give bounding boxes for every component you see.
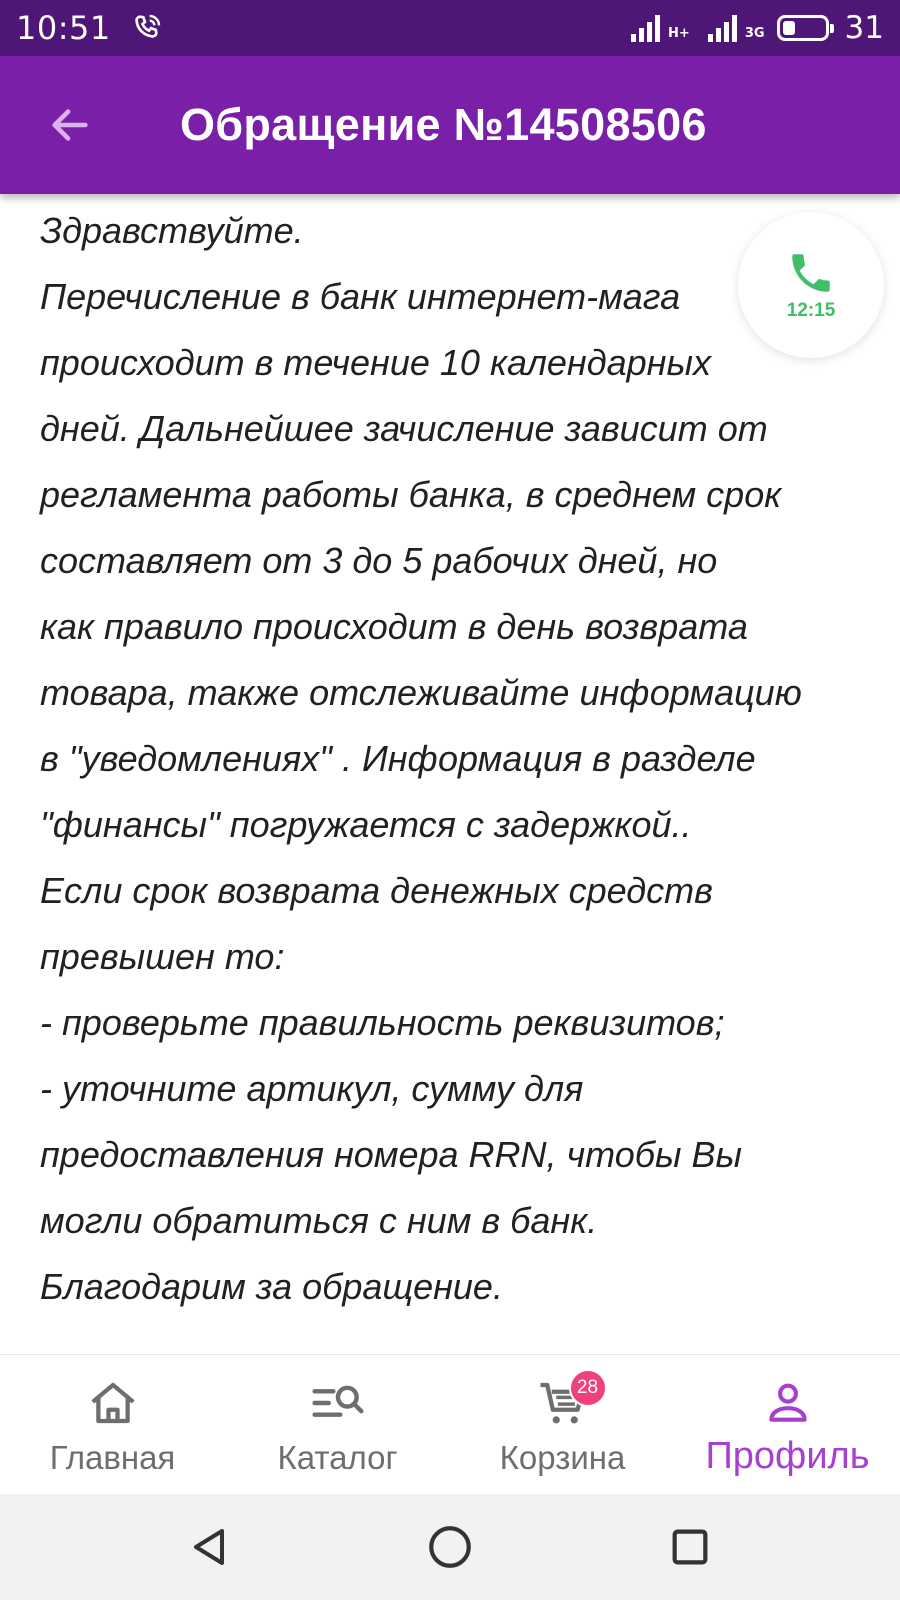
message-line: регламента работы банка, в среднем срок xyxy=(40,474,782,515)
catalog-search-icon xyxy=(310,1375,366,1431)
message-line: могли обратиться с ним в банк. xyxy=(40,1200,598,1241)
triangle-back-icon xyxy=(186,1523,234,1571)
system-back-button[interactable] xyxy=(180,1517,240,1577)
message-line: "финансы" погружается с задержкой.. xyxy=(40,804,692,845)
message-line: составляет от 3 до 5 рабочих дней, но xyxy=(40,540,718,581)
back-button[interactable] xyxy=(0,56,140,194)
nav-item-catalog[interactable] xyxy=(225,1355,450,1494)
arrow-left-icon xyxy=(47,102,93,148)
signal-strength-2-icon xyxy=(708,14,737,42)
nav-label-cart: Корзина xyxy=(499,1439,626,1476)
network-type-label: H+ xyxy=(668,25,690,41)
message-line: предоставления номера RRN, чтобы Вы xyxy=(40,1134,743,1175)
battery-icon xyxy=(777,15,829,41)
message-line: - уточните артикул, сумму для xyxy=(40,1068,584,1109)
message-line: Если срок возврата денежных средств xyxy=(40,870,713,911)
page-title: Обращение №14508506 xyxy=(180,99,707,150)
battery-level: 31 xyxy=(844,10,884,46)
call-time-label: 12:15 xyxy=(786,300,836,321)
message-line: дней. Дальнейшее зачисление зависит от xyxy=(40,408,768,449)
message-body xyxy=(0,194,900,1320)
nav-item-profile[interactable] xyxy=(675,1355,900,1494)
message-line: происходит в течение 10 календарных xyxy=(40,342,711,383)
circle-home-icon xyxy=(425,1522,475,1572)
nav-label-home: Главная xyxy=(49,1439,176,1476)
nav-item-home[interactable] xyxy=(0,1355,225,1494)
system-navigation-bar xyxy=(0,1494,900,1600)
profile-icon xyxy=(760,1375,816,1431)
message-line: как правило происходит в день возврата xyxy=(40,606,748,647)
cart-icon xyxy=(535,1375,599,1431)
message-line: превышен то: xyxy=(40,936,285,977)
square-recents-icon xyxy=(667,1524,713,1570)
message-line: Благодарим за обращение. xyxy=(40,1266,503,1307)
message-line: Перечисление в банк интернет-мага xyxy=(40,276,681,317)
nav-label-profile: Профиль xyxy=(705,1435,870,1477)
message-scroll-area[interactable] xyxy=(0,194,900,1354)
nav-item-cart[interactable] xyxy=(450,1355,675,1494)
nav-label-catalog: Каталог xyxy=(277,1439,398,1476)
app-bar xyxy=(0,56,900,194)
message-line: - проверьте правильность реквизитов; xyxy=(40,1002,725,1043)
status-bar xyxy=(0,0,900,56)
status-time: 10:51 xyxy=(16,9,111,47)
signal-strength-1-icon xyxy=(631,14,660,42)
message-line: Здравствуйте. xyxy=(40,210,304,251)
system-recents-button[interactable] xyxy=(660,1517,720,1577)
message-line: в "уведомлениях" . Информация в разделе xyxy=(40,738,756,779)
system-home-button[interactable] xyxy=(420,1517,480,1577)
bottom-navigation xyxy=(0,1354,900,1494)
message-line: товара, также отслеживайте информацию xyxy=(40,672,802,713)
phone-icon xyxy=(786,248,836,298)
phone-call-status-icon xyxy=(131,12,163,44)
call-button[interactable] xyxy=(738,212,884,358)
network-type-label-2: 3G xyxy=(744,25,765,41)
cart-count-badge: 28 xyxy=(569,1369,607,1407)
home-icon xyxy=(85,1375,141,1431)
